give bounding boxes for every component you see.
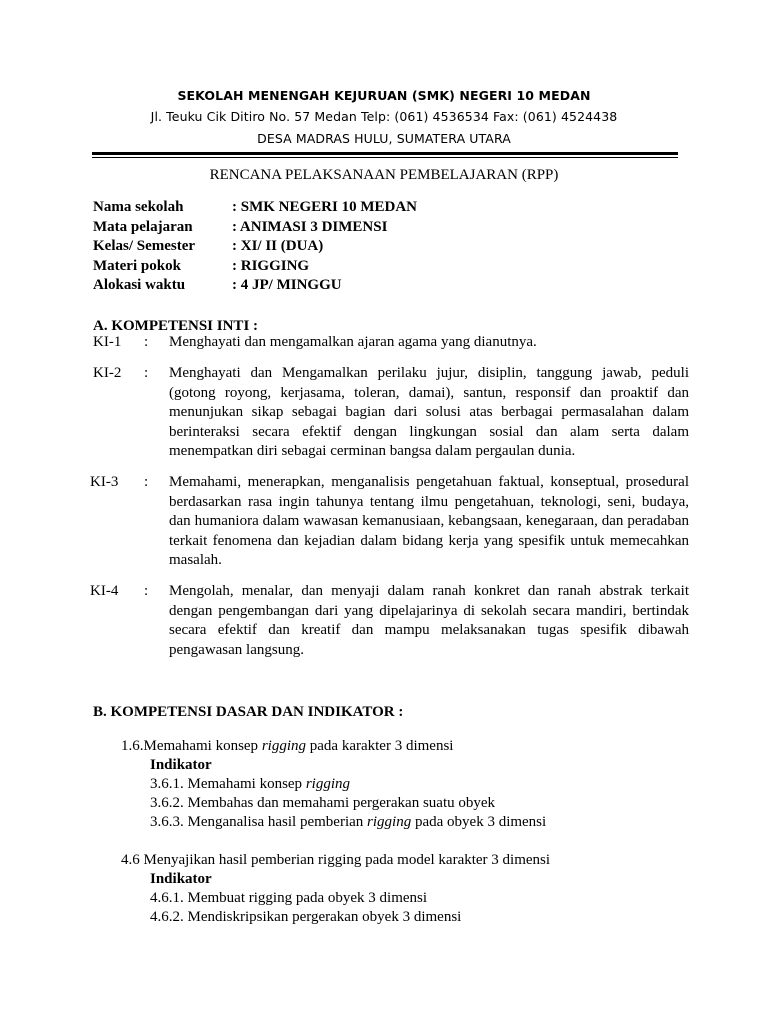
document-title: RENCANA PELAKSANAAN PEMBELAJARAN (RPP) xyxy=(209,167,559,183)
kd-text-italic: rigging xyxy=(261,738,306,754)
identity-row-subject xyxy=(93,218,417,238)
ki-separator: : xyxy=(144,334,149,350)
ki-code: KI-1 xyxy=(93,334,122,350)
ki-separator: : xyxy=(144,474,149,490)
identity-row-class xyxy=(93,237,417,257)
school-region: DESA MADRAS HULU, SUMATERA UTARA xyxy=(257,131,511,146)
ki-code: KI-4 xyxy=(90,583,119,599)
indicator-4-6-1: 4.6.1. Membuat rigging pada obyek 3 dimensi xyxy=(150,890,428,906)
identity-value: : RIGGING xyxy=(232,257,310,274)
section-b-heading: B. KOMPETENSI DASAR DAN INDIKATOR : xyxy=(93,704,404,720)
indicator-3-6-1 xyxy=(150,775,350,795)
ki-code: KI-3 xyxy=(90,474,119,490)
indicator-text: 3.6.1. Memahami konsep xyxy=(150,776,306,792)
school-name: SEKOLAH MENENGAH KEJURUAN (SMK) NEGERI 10 MEDAN xyxy=(177,88,591,103)
letterhead-divider-thick xyxy=(92,152,678,155)
ki-separator: : xyxy=(144,583,149,599)
identity-value: : XI/ II (DUA) xyxy=(232,238,324,254)
indicator-text: 3.6.3. Menganalisa hasil pemberian xyxy=(150,814,368,830)
identity-value: : SMK NEGERI 10 MEDAN xyxy=(232,199,418,215)
identity-value: : 4 JP/ MINGGU xyxy=(232,277,342,293)
identity-label: Nama sekolah xyxy=(93,199,184,215)
school-address: Jl. Teuku Cik Ditiro No. 57 Medan Telp: (061) 4536534 Fax: (061) 4524438 xyxy=(150,109,618,124)
indicator-text-italic: rigging xyxy=(367,814,412,830)
ki-separator: : xyxy=(144,365,149,381)
ki-text: Memahami, menerapkan, menganalisis pengetahuan faktual, konseptual, prosedural berdasarkan rasa ingin tahunya tentang ilmu pengetahuan, teknologi, seni, budaya, dan humaniora dalam wawasan kemanusiaan, kebangsaan, kenegaraan, dan peradaban terkait fenomena dan kejadian dalam bidang kerja yang spesifik untuk memecahkan masalah. xyxy=(169,474,689,568)
identity-row-time xyxy=(93,276,417,296)
identity-row-school xyxy=(93,198,417,218)
ki-text: Menghayati dan Mengamalkan perilaku jujur, disiplin, tanggung jawab, peduli (gotong royong, kerjasama, toleran, damai), santun, responsif dan proaktif dan menunjukan sikap sebagai bagian dari solusi atas berbagai permasalahan dalam berinteraksi secara efektif dengan lingkungan sosial dan alam serta dalam menempatkan diri sebagai cerminan bangsa dalam pergaulan dunia. xyxy=(169,365,689,459)
kd-text: pada karakter 3 dimensi xyxy=(306,738,454,754)
identity-label: Materi pokok xyxy=(93,257,181,274)
identity-row-topic xyxy=(93,257,417,277)
identity-label: Kelas/ Semester xyxy=(93,238,196,254)
section-a-heading: A. KOMPETENSI INTI : xyxy=(93,318,259,334)
identity-label: Mata pelajaran xyxy=(93,218,193,235)
indicator-text-italic: rigging xyxy=(305,776,350,792)
kd-item-1-6 xyxy=(121,737,453,757)
ki-text: Mengolah, menalar, dan menyaji dalam ranah konkret dan ranah abstrak terkait dengan pengembangan dari yang dipelajarinya di sekolah secara mandiri, bertindak secara efektif dan kreatif dan mampu melaksanakan tugas spesifik dibawah pengawasan langsung. xyxy=(169,583,689,658)
kd-item-4-6: 4.6 Menyajikan hasil pemberian rigging pada model karakter 3 dimensi xyxy=(121,852,551,868)
indicator-3-6-3 xyxy=(150,813,546,833)
identity-label: Alokasi waktu xyxy=(93,277,186,293)
ki-item-1 xyxy=(93,333,689,353)
indicator-label: Indikator xyxy=(150,757,212,773)
ki-code: KI-2 xyxy=(93,365,122,381)
identity-block xyxy=(93,198,417,296)
ki-item-2 xyxy=(93,364,689,462)
identity-value: : ANIMASI 3 DIMENSI xyxy=(232,218,388,235)
ki-item-3 xyxy=(90,473,689,571)
letterhead-divider-thin xyxy=(92,157,678,158)
indicator-3-6-2: 3.6.2. Membahas dan memahami pergerakan suatu obyek xyxy=(150,795,496,811)
indicator-text: pada obyek 3 dimensi xyxy=(411,814,547,830)
kd-text: 1.6.Memahami konsep xyxy=(121,738,262,754)
indicator-4-6-2: 4.6.2. Mendiskripsikan pergerakan obyek 3 dimensi xyxy=(150,909,462,925)
ki-item-4 xyxy=(90,582,689,660)
indicator-label: Indikator xyxy=(150,871,212,887)
ki-text: Menghayati dan mengamalkan ajaran agama yang dianutnya. xyxy=(169,334,537,350)
